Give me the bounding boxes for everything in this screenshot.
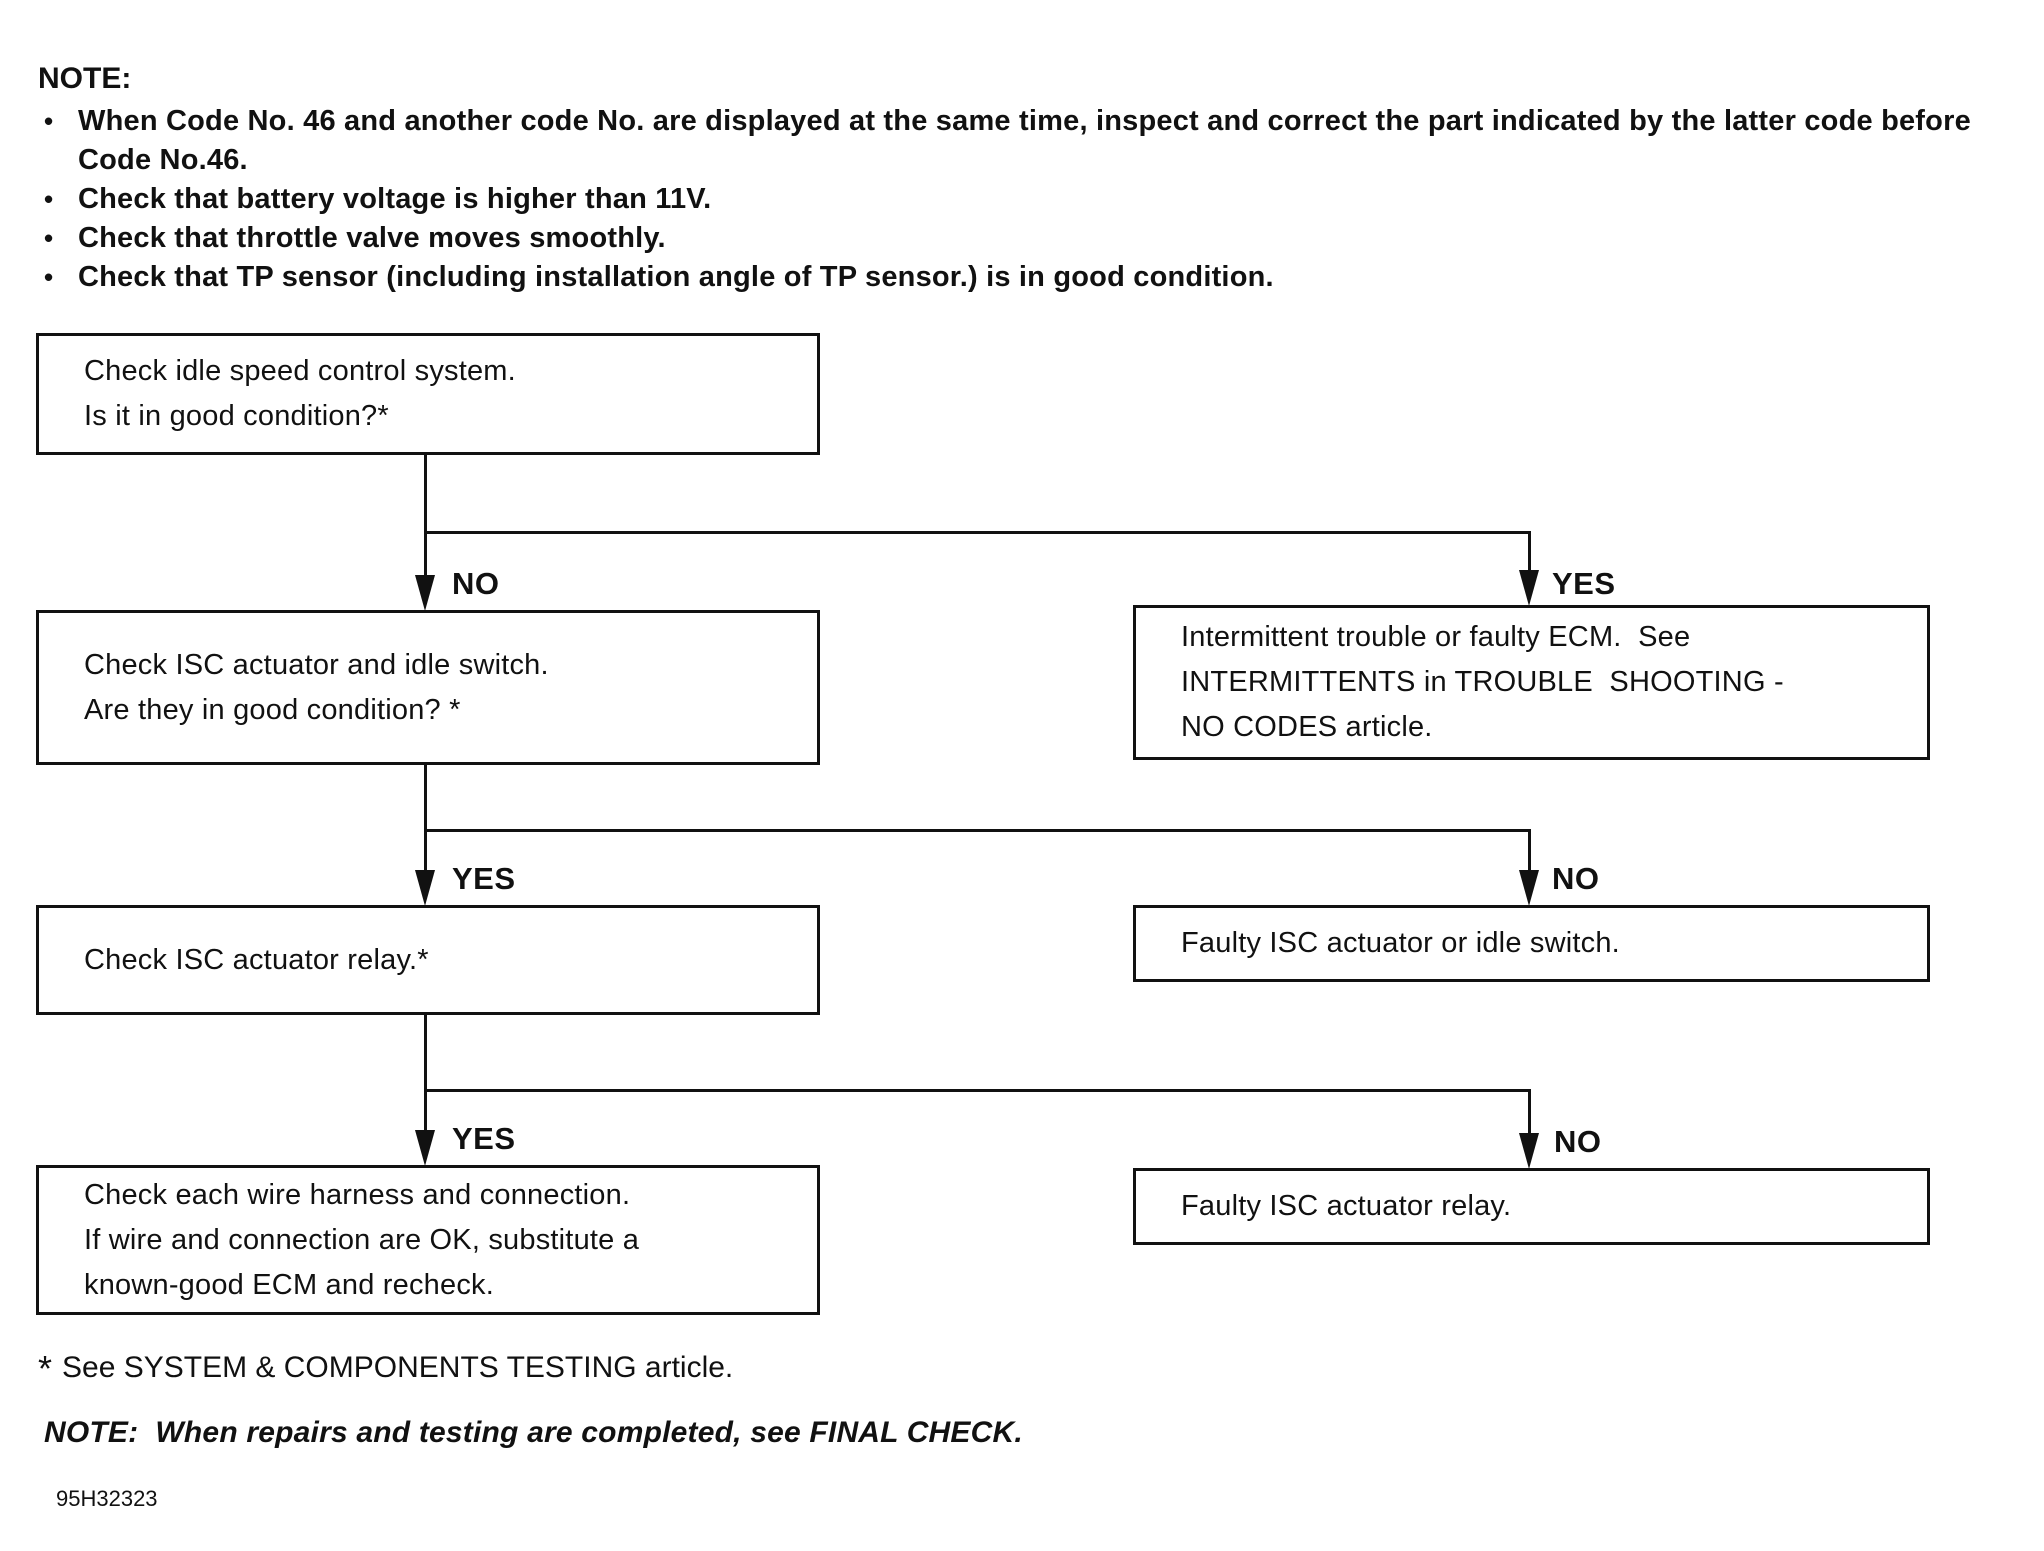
- box-text-line: Check ISC actuator relay.*: [84, 943, 429, 976]
- box-text-line: Are they in good condition? *: [84, 693, 461, 726]
- branch1-no-label: NO: [452, 566, 500, 601]
- bullet-dot-icon: •: [44, 262, 54, 292]
- box-text-line: Check idle speed control system.: [84, 355, 516, 387]
- box-text-line: NO CODES article.: [1181, 711, 1433, 743]
- footnote: [38, 1348, 733, 1390]
- branch2-yes-label: YES: [452, 861, 516, 896]
- note-heading: NOTE:: [38, 62, 132, 95]
- footnote-asterisk: *: [38, 1348, 53, 1389]
- box-text-line: INTERMITTENTS in TROUBLE SHOOTING -: [1181, 666, 1784, 698]
- final-check-note: NOTE: When repairs and testing are completed, see FINAL CHECK.: [44, 1416, 1023, 1449]
- note-bullet: [44, 219, 2004, 258]
- box-check-isc-actuator-relay: [36, 905, 820, 1015]
- arrow-down-icon: [415, 870, 435, 906]
- box-text-line: Faulty ISC actuator relay.: [1181, 1190, 1512, 1222]
- box-text-line: Check each wire harness and connection.: [84, 1178, 631, 1211]
- box-text-line: Faulty ISC actuator or idle switch.: [1181, 927, 1620, 959]
- bullet-dot-icon: •: [44, 106, 54, 136]
- footnote-text: See SYSTEM & COMPONENTS TESTING article.: [62, 1351, 734, 1384]
- box-text-line: If wire and connection are OK, substitute a: [84, 1223, 640, 1256]
- branch3-right-line: [1528, 1089, 1531, 1138]
- box-faulty-isc-actuator-idle-switch: [1133, 905, 1930, 982]
- bullet-dot-icon: •: [44, 223, 54, 253]
- arrow-down-icon: [415, 575, 435, 611]
- branch3-yes-label: YES: [452, 1121, 516, 1156]
- branch1-yes-label: YES: [1552, 566, 1616, 601]
- note-bullet: [44, 180, 2004, 219]
- note-bullet-text: Check that throttle valve moves smoothly.: [78, 222, 666, 254]
- note-bullet-text: Check that battery voltage is higher than 11V.: [78, 183, 712, 215]
- document-code: 95H32323: [56, 1486, 158, 1511]
- branch1-left-line: [424, 455, 427, 580]
- branch1-horizontal-line: [424, 531, 1531, 534]
- box-check-isc-actuator-idle-switch: [36, 610, 820, 765]
- box-faulty-isc-actuator-relay: [1133, 1168, 1930, 1245]
- arrow-down-icon: [1519, 870, 1539, 906]
- branch3-horizontal-line: [424, 1089, 1531, 1092]
- branch2-horizontal-line: [424, 829, 1531, 832]
- branch2-no-label: NO: [1552, 861, 1600, 896]
- note-bullet: [44, 102, 2004, 180]
- arrow-down-icon: [415, 1130, 435, 1166]
- arrow-down-icon: [1519, 1133, 1539, 1169]
- bullet-dot-icon: •: [44, 184, 54, 214]
- arrow-down-icon: [1519, 570, 1539, 606]
- branch2-left-line: [424, 765, 427, 875]
- branch3-left-line: [424, 1015, 427, 1135]
- box-text-line: known-good ECM and recheck.: [84, 1268, 494, 1301]
- note-bullet-list: [44, 102, 2004, 297]
- note-bullet-text: When Code No. 46 and another code No. are displayed at the same time, inspect and correct the part indicated by the latter code before Code No.46.: [78, 105, 1980, 176]
- box-text-line: Intermittent trouble or faulty ECM. See: [1181, 621, 1691, 653]
- branch2-right-line: [1528, 829, 1531, 875]
- box-intermittent-trouble-ecm: [1133, 605, 1930, 760]
- box-text-line: Is it in good condition?*: [84, 400, 389, 432]
- box-text-line: Check ISC actuator and idle switch.: [84, 648, 549, 681]
- branch3-no-label: NO: [1554, 1124, 1602, 1159]
- note-bullet: [44, 258, 2004, 297]
- note-bullet-text: Check that TP sensor (including installation angle of TP sensor.) is in good condition.: [78, 261, 1274, 293]
- box-check-wire-harness: [36, 1165, 820, 1315]
- box-check-idle-speed-control: [36, 333, 820, 455]
